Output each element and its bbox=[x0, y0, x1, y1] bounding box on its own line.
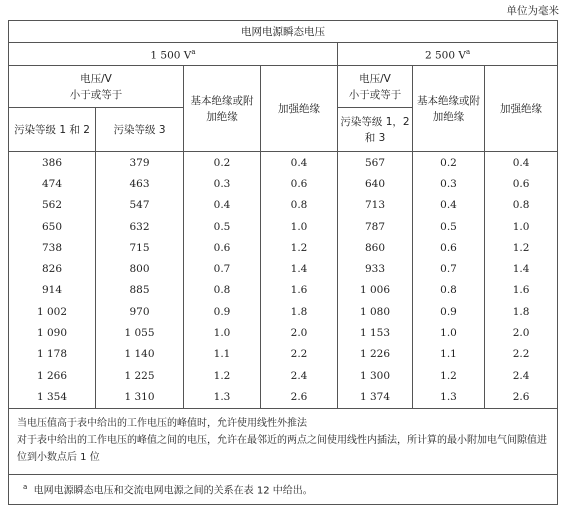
table-cell: 1 300 bbox=[338, 365, 413, 386]
table-cell: 1.0 bbox=[184, 322, 261, 343]
clearance-table bbox=[8, 20, 558, 505]
table-cell: 1 006 bbox=[338, 280, 413, 301]
table-cell: 0.4 bbox=[261, 152, 338, 174]
table-cell: 1.8 bbox=[261, 301, 338, 322]
table-cell: 1.2 bbox=[485, 237, 558, 258]
table-footnote: $^a$ 电网电源瞬态电压和交流电网电源之间的关系在表 12 中给出。 bbox=[9, 474, 558, 504]
group-header-2500: 2 500 $V^a$ bbox=[338, 43, 558, 66]
table-cell: 1.3 bbox=[413, 386, 485, 408]
table-cell: 1 153 bbox=[338, 322, 413, 343]
table-title: 电网电源瞬态电压 bbox=[9, 21, 558, 43]
table-cell: 2.0 bbox=[485, 322, 558, 343]
table-cell: 0.8 bbox=[184, 280, 261, 301]
note-2: 对于表中给出的工作电压的峰值之间的电压，允许在最邻近的两点之间使用线性内插法，所计算的最小附加电气间隙值进位到小数点后 1 位 bbox=[17, 434, 547, 463]
table-cell: 0.6 bbox=[184, 237, 261, 258]
table-cell: 0.3 bbox=[184, 173, 261, 194]
table-row bbox=[9, 216, 558, 237]
table-cell: 0.8 bbox=[485, 195, 558, 216]
table-cell: 567 bbox=[338, 152, 413, 174]
header-pollution-3: 污染等级 3 bbox=[96, 108, 184, 152]
table-cell: 885 bbox=[96, 280, 184, 301]
table-cell: 0.5 bbox=[184, 216, 261, 237]
table-cell: 1 266 bbox=[9, 365, 96, 386]
table-cell: 2.2 bbox=[261, 344, 338, 365]
table-cell: 1.8 bbox=[485, 301, 558, 322]
table-cell: 1.6 bbox=[261, 280, 338, 301]
table-cell: 1.0 bbox=[261, 216, 338, 237]
table-cell: 1 140 bbox=[96, 344, 184, 365]
table-cell: 2.4 bbox=[261, 365, 338, 386]
table-cell: 1 374 bbox=[338, 386, 413, 408]
header-basic-1500: 基本绝缘或附加绝缘 bbox=[184, 66, 261, 152]
header-reinforced-2500: 加强绝缘 bbox=[485, 66, 558, 152]
table-cell: 474 bbox=[9, 173, 96, 194]
table-row bbox=[9, 258, 558, 279]
table-cell: 0.8 bbox=[413, 280, 485, 301]
table-cell: 1.1 bbox=[184, 344, 261, 365]
table-cell: 650 bbox=[9, 216, 96, 237]
table-cell: 1.2 bbox=[413, 365, 485, 386]
table-cell: 1.4 bbox=[485, 258, 558, 279]
table-row bbox=[9, 152, 558, 174]
table-cell: 1 225 bbox=[96, 365, 184, 386]
table-cell: 640 bbox=[338, 173, 413, 194]
table-cell: 860 bbox=[338, 237, 413, 258]
table-cell: 0.3 bbox=[413, 173, 485, 194]
table-cell: 632 bbox=[96, 216, 184, 237]
table-cell: 1.1 bbox=[413, 344, 485, 365]
table-notes bbox=[9, 408, 558, 474]
table-cell: 547 bbox=[96, 195, 184, 216]
table-cell: 1 226 bbox=[338, 344, 413, 365]
table-row bbox=[9, 301, 558, 322]
table-cell: 0.6 bbox=[261, 173, 338, 194]
table-cell: 0.2 bbox=[413, 152, 485, 174]
table-cell: 933 bbox=[338, 258, 413, 279]
table-cell: 1.0 bbox=[485, 216, 558, 237]
group-header-1500: 1 500 $V^a$ bbox=[9, 43, 338, 66]
table-cell: 2.2 bbox=[485, 344, 558, 365]
table-cell: 0.4 bbox=[485, 152, 558, 174]
table-cell: 0.5 bbox=[413, 216, 485, 237]
table-cell: 2.6 bbox=[485, 386, 558, 408]
table-cell: 826 bbox=[9, 258, 96, 279]
table-cell: 0.2 bbox=[184, 152, 261, 174]
table-cell: 2.4 bbox=[485, 365, 558, 386]
table-row bbox=[9, 280, 558, 301]
table-cell: 1 080 bbox=[338, 301, 413, 322]
table-cell: 562 bbox=[9, 195, 96, 216]
table-cell: 787 bbox=[338, 216, 413, 237]
voltage-header-2500: 电压/V 小于或等于 bbox=[338, 66, 413, 108]
voltage-header: 电压/V 小于或等于 bbox=[9, 66, 184, 108]
table-cell: 1.6 bbox=[485, 280, 558, 301]
table-cell: 1.4 bbox=[261, 258, 338, 279]
table-cell: 386 bbox=[9, 152, 96, 174]
table-cell: 379 bbox=[96, 152, 184, 174]
table-body bbox=[9, 152, 558, 409]
table-row bbox=[9, 365, 558, 386]
table-cell: 1 055 bbox=[96, 322, 184, 343]
table-cell: 1 178 bbox=[9, 344, 96, 365]
table-cell: 0.4 bbox=[184, 195, 261, 216]
table-cell: 0.8 bbox=[261, 195, 338, 216]
unit-label: 单位为毫米 bbox=[506, 5, 559, 17]
table-cell: 1 090 bbox=[9, 322, 96, 343]
table-cell: 1.2 bbox=[261, 237, 338, 258]
table-cell: 0.7 bbox=[413, 258, 485, 279]
table-cell: 0.9 bbox=[413, 301, 485, 322]
table-cell: 1 002 bbox=[9, 301, 96, 322]
table-cell: 1 310 bbox=[96, 386, 184, 408]
table-row bbox=[9, 344, 558, 365]
clearance-table-container bbox=[8, 20, 557, 505]
table-cell: 1.3 bbox=[184, 386, 261, 408]
table-cell: 0.7 bbox=[184, 258, 261, 279]
table-cell: 2.6 bbox=[261, 386, 338, 408]
table-cell: 970 bbox=[96, 301, 184, 322]
table-cell: 463 bbox=[96, 173, 184, 194]
table-cell: 0.6 bbox=[413, 237, 485, 258]
table-cell: 715 bbox=[96, 237, 184, 258]
table-row bbox=[9, 386, 558, 408]
header-pollution-1-2: 污染等级 1 和 2 bbox=[9, 108, 96, 152]
table-cell: 1.0 bbox=[413, 322, 485, 343]
header-basic-2500: 基本绝缘或附加绝缘 bbox=[413, 66, 485, 152]
table-cell: 800 bbox=[96, 258, 184, 279]
table-cell: 2.0 bbox=[261, 322, 338, 343]
table-row bbox=[9, 237, 558, 258]
note-1: 当电压值高于表中给出的工作电压的峰值时，允许使用线性外推法 bbox=[17, 417, 307, 429]
table-cell: 0.4 bbox=[413, 195, 485, 216]
table-cell: 738 bbox=[9, 237, 96, 258]
table-cell: 0.9 bbox=[184, 301, 261, 322]
header-reinforced-1500: 加强绝缘 bbox=[261, 66, 338, 152]
table-cell: 914 bbox=[9, 280, 96, 301]
header-pollution-1-2-3: 污染等级 1，2 和 3 bbox=[338, 108, 413, 152]
table-row bbox=[9, 173, 558, 194]
table-cell: 713 bbox=[338, 195, 413, 216]
table-row bbox=[9, 195, 558, 216]
table-cell: 1.2 bbox=[184, 365, 261, 386]
table-cell: 1 354 bbox=[9, 386, 96, 408]
table-row bbox=[9, 322, 558, 343]
table-cell: 0.6 bbox=[485, 173, 558, 194]
